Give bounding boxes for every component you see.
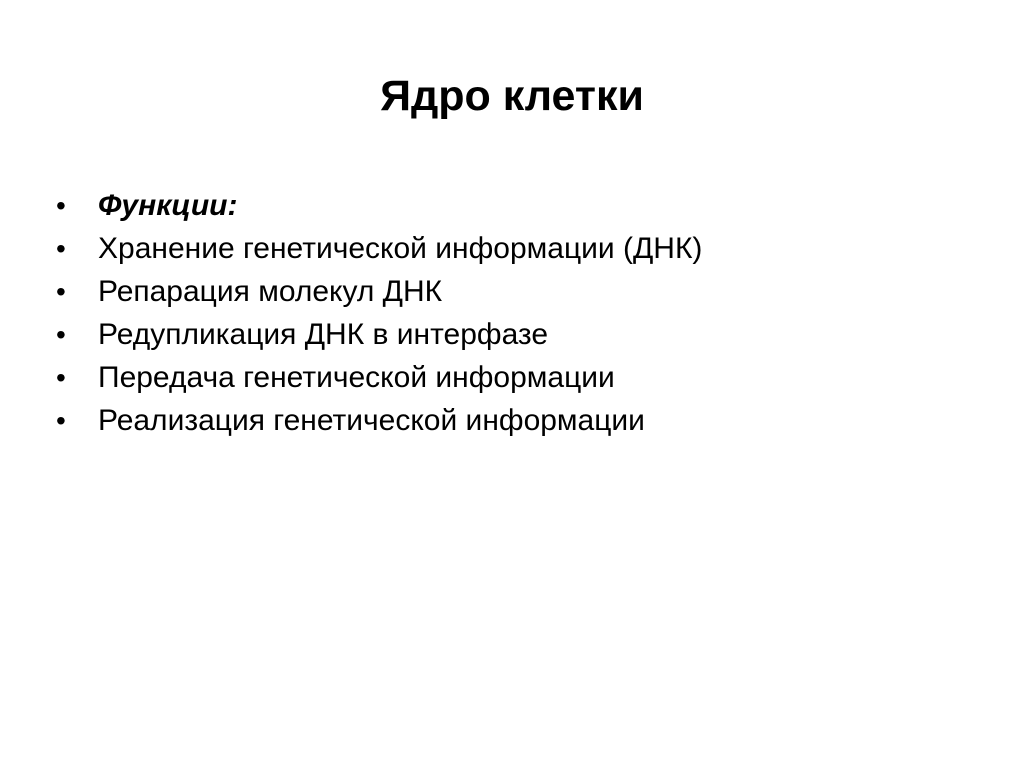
- bullet-icon: •: [56, 405, 66, 436]
- list-item: [56, 356, 702, 399]
- bullet-list: [56, 184, 702, 442]
- list-item-text: Передача генетической информации: [98, 361, 615, 394]
- list-item: [56, 227, 702, 270]
- slide-title: Ядро клетки: [380, 72, 644, 120]
- bullet-icon: •: [56, 233, 66, 264]
- bullet-icon: •: [56, 362, 66, 393]
- list-item-text: Репарация молекул ДНК: [98, 275, 443, 308]
- list-item: [56, 399, 702, 442]
- list-item-text: Реализация генетической информации: [98, 404, 645, 437]
- bullet-icon: •: [56, 319, 66, 350]
- list-item: [56, 270, 702, 313]
- list-item: [56, 184, 702, 227]
- list-item-text: Хранение генетической информации (ДНК): [98, 232, 703, 265]
- list-item-text: Редупликация ДНК в интерфазе: [98, 318, 549, 351]
- functions-heading: Функции:: [98, 189, 238, 222]
- bullet-icon: •: [56, 276, 66, 307]
- list-item: [56, 313, 702, 356]
- bullet-icon: •: [56, 190, 66, 221]
